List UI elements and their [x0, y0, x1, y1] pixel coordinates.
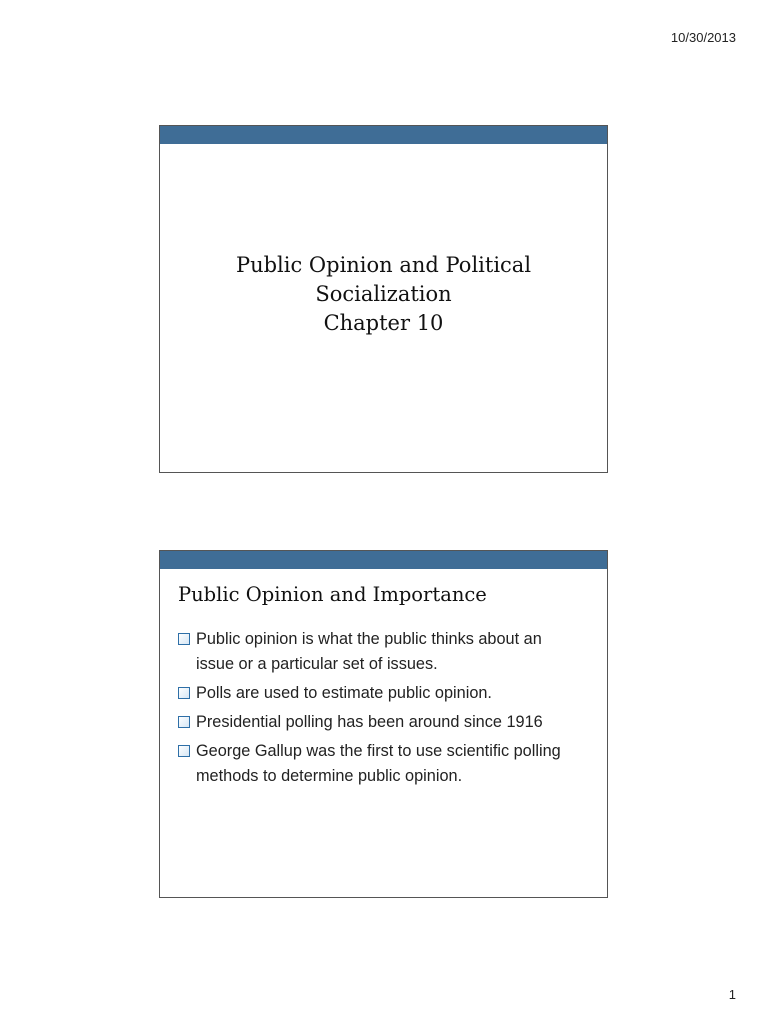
slide-header-bar — [160, 126, 607, 144]
bullet-item — [178, 739, 577, 789]
bullet-item — [178, 681, 577, 706]
bullet-text: Polls are used to estimate public opinion. — [196, 684, 492, 702]
checkbox-bullet-icon — [178, 633, 190, 645]
slide-title-line: Public Opinion and Political — [235, 253, 532, 277]
checkbox-bullet-icon — [178, 716, 190, 728]
slide-public-opinion — [159, 550, 608, 898]
bullet-text: Public opinion is what the public thinks about an issue or a particular set of issues. — [196, 630, 542, 673]
checkbox-bullet-icon — [178, 745, 190, 757]
slide-title-line: Socialization — [315, 282, 452, 306]
bullet-item — [178, 627, 577, 677]
checkbox-bullet-icon — [178, 687, 190, 699]
slide-heading: Public Opinion and Importance — [178, 583, 487, 606]
bullet-text: George Gallup was the first to use scientific polling methods to determine public opinion. — [196, 742, 561, 785]
bullet-text: Presidential polling has been around since 1916 — [196, 713, 543, 731]
bullet-item — [178, 710, 577, 735]
slide-title — [160, 251, 607, 338]
slide-title-card — [159, 125, 608, 473]
page-number: 1 — [728, 987, 736, 1002]
slide-header-bar — [160, 551, 607, 569]
page-date: 10/30/2013 — [670, 30, 736, 45]
slide-title-line: Chapter 10 — [323, 311, 444, 335]
bullet-list — [160, 627, 607, 789]
